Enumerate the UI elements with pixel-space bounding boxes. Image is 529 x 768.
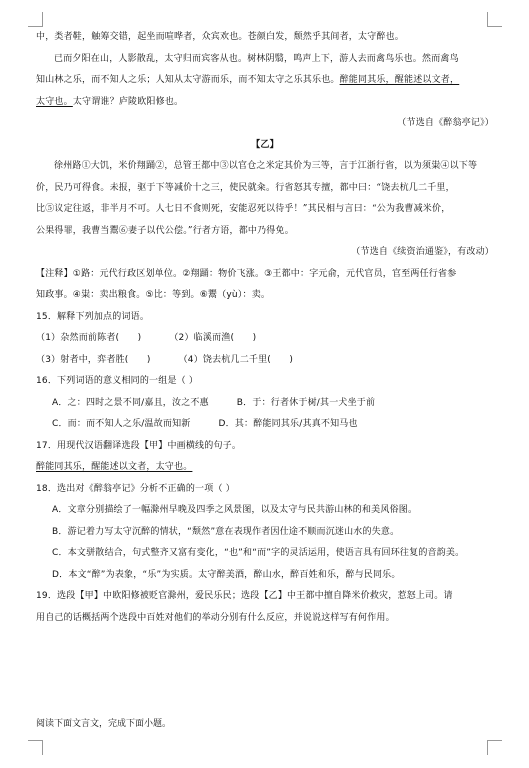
question-15-row-2 [36,353,494,367]
passage-yi-line-1: 徐州路①大饥，米价翔踊②，总管王都中③以官仓之米定其价为三等，言于江浙行省，以为须粜④以下等 [54,161,478,171]
question-19-line-1: 19．选段【甲】中欧阳修被贬官滁州，爱民乐民；选段【乙】中王都中擅自降米价救灾，惹怒上司。请 [36,591,453,601]
passage-jia-line-1 [36,30,494,44]
sub-item: （3）射者中，弈者胜( ) [36,354,151,365]
question-18-option-c: C．本文骈散结合，句式整齐又富有变化，“也”和“而”字的灵活运用，使语言具有回环往复的音韵美。 [52,548,465,558]
notes-line-1: 【注释】①路：元代行政区划单位。②翔踊：物价飞涨。③王都中：字元俞，元代官员，官至两任行省参 [36,268,457,279]
underlined-sentence: 太守也。 [36,96,73,107]
question-16-row-2 [36,417,494,431]
option-a: A．之：四时之景不同/嘉且，汝之不惠 [52,397,209,408]
text-span: 太守谓谁？庐陵欧阳修也。 [72,96,184,107]
crop-mark-top-left [28,12,43,27]
text-span: 已而夕阳在山，人影散乱，太守归而宾客从也。树林阴翳，鸣声上下，游人去而禽鸟乐也。然而禽鸟 [54,53,459,64]
question-17: 17．用现代汉语翻译选段【甲】中画横线的句子。 [36,440,242,451]
sub-item: （1）杂然而前陈者( ) [36,333,142,343]
text-span: 中，类者鞋，触筹交错，起坐而喧哗者，众宾欢也。苍颜白发，颓然乎其间者，太守醉也。 [36,32,405,42]
option-c: C．而：而不知人之乐/温故而知新 [52,419,191,429]
question-16: 16．下列词语的意义相同的一组是（ ） [36,376,199,386]
question-15-row-1 [36,331,494,345]
crop-mark-bottom-right [487,740,502,755]
document-body [36,30,494,632]
question-18-option-a: A．文章分别描绘了一幅滁州早晚及四季之风景图，以及太守与民共游山林的和美风俗图。 [52,505,418,515]
passage-yi-title: 【乙】 [251,139,279,150]
passage-jia-source: （节选自《醉翁亭记》） [397,118,494,128]
crop-mark-top-right [487,12,502,27]
question-16-row-1 [36,396,494,410]
underlined-sentence: 醉能同其乐，醒能述以文者， [339,75,460,85]
passage-yi-line-4: 公果得罪，我曹当鬻⑥妻子以代公偿。”行者方语，都中乃得免。 [36,225,294,236]
question-18: 18．选出对《醉翁亭记》分析不正确的一项（ ） [36,483,235,494]
next-section-instruction: 阅读下面文言文，完成下面小题。 [36,719,172,729]
sub-item: （2）临溪而渔( ) [169,333,257,343]
passage-jia-line-4 [36,95,494,109]
sub-item: （4）饶去杭几二千里( ) [178,354,294,365]
option-b: B．于：行者休于树/其一犬坐于前 [236,397,376,408]
passage-jia-line-3 [36,73,494,87]
question-15: 15．解释下列加点的词语。 [36,311,150,322]
question-18-option-d: D．本文“醉”为表象，“乐”为实质。太守醉美酒，醉山水，醉百姓和乐，醉与民同乐。 [52,569,401,580]
passage-jia-line-2 [36,52,494,66]
question-17-sentence: 醉能同其乐，醒能述以文者，太守也。 [36,462,193,472]
question-18-option-b: B．游记着力写太守沉醉的情状，“颓然”意在表现作者因仕途不顺而沉迷山水的失意。 [52,526,400,537]
question-19-line-2: 用自己的话概括两个选段中百姓对他们的举动分别有什么反应，并说说这样写有何作用。 [36,612,395,623]
passage-yi-line-2: 价，民乃可得食。未报，驱于下等减价十之三，使民就籴。行省怒其专擅，都中曰：“饶去杭几二千里， [36,182,455,193]
notes-line-2: 知政事。④粜：卖出粮食。⑤比：等到。⑥鬻（yù）：卖。 [36,290,271,300]
crop-mark-bottom-left [28,740,43,755]
passage-yi-source: （节选自《续资治通鉴》，有改动） [351,247,494,257]
passage-yi-line-3: 比⑤议定往返，非半月不可。人七日不食则死，安能忍死以待乎！”其民相与言曰：“公为我曹减米价， [36,204,451,214]
option-d: D．其：醉能同其乐/其真不知马也 [218,419,358,429]
text-span: 知山林之乐，而不知人之乐；人知从太守游而乐，而不知太守之乐其乐也。 [36,75,340,85]
